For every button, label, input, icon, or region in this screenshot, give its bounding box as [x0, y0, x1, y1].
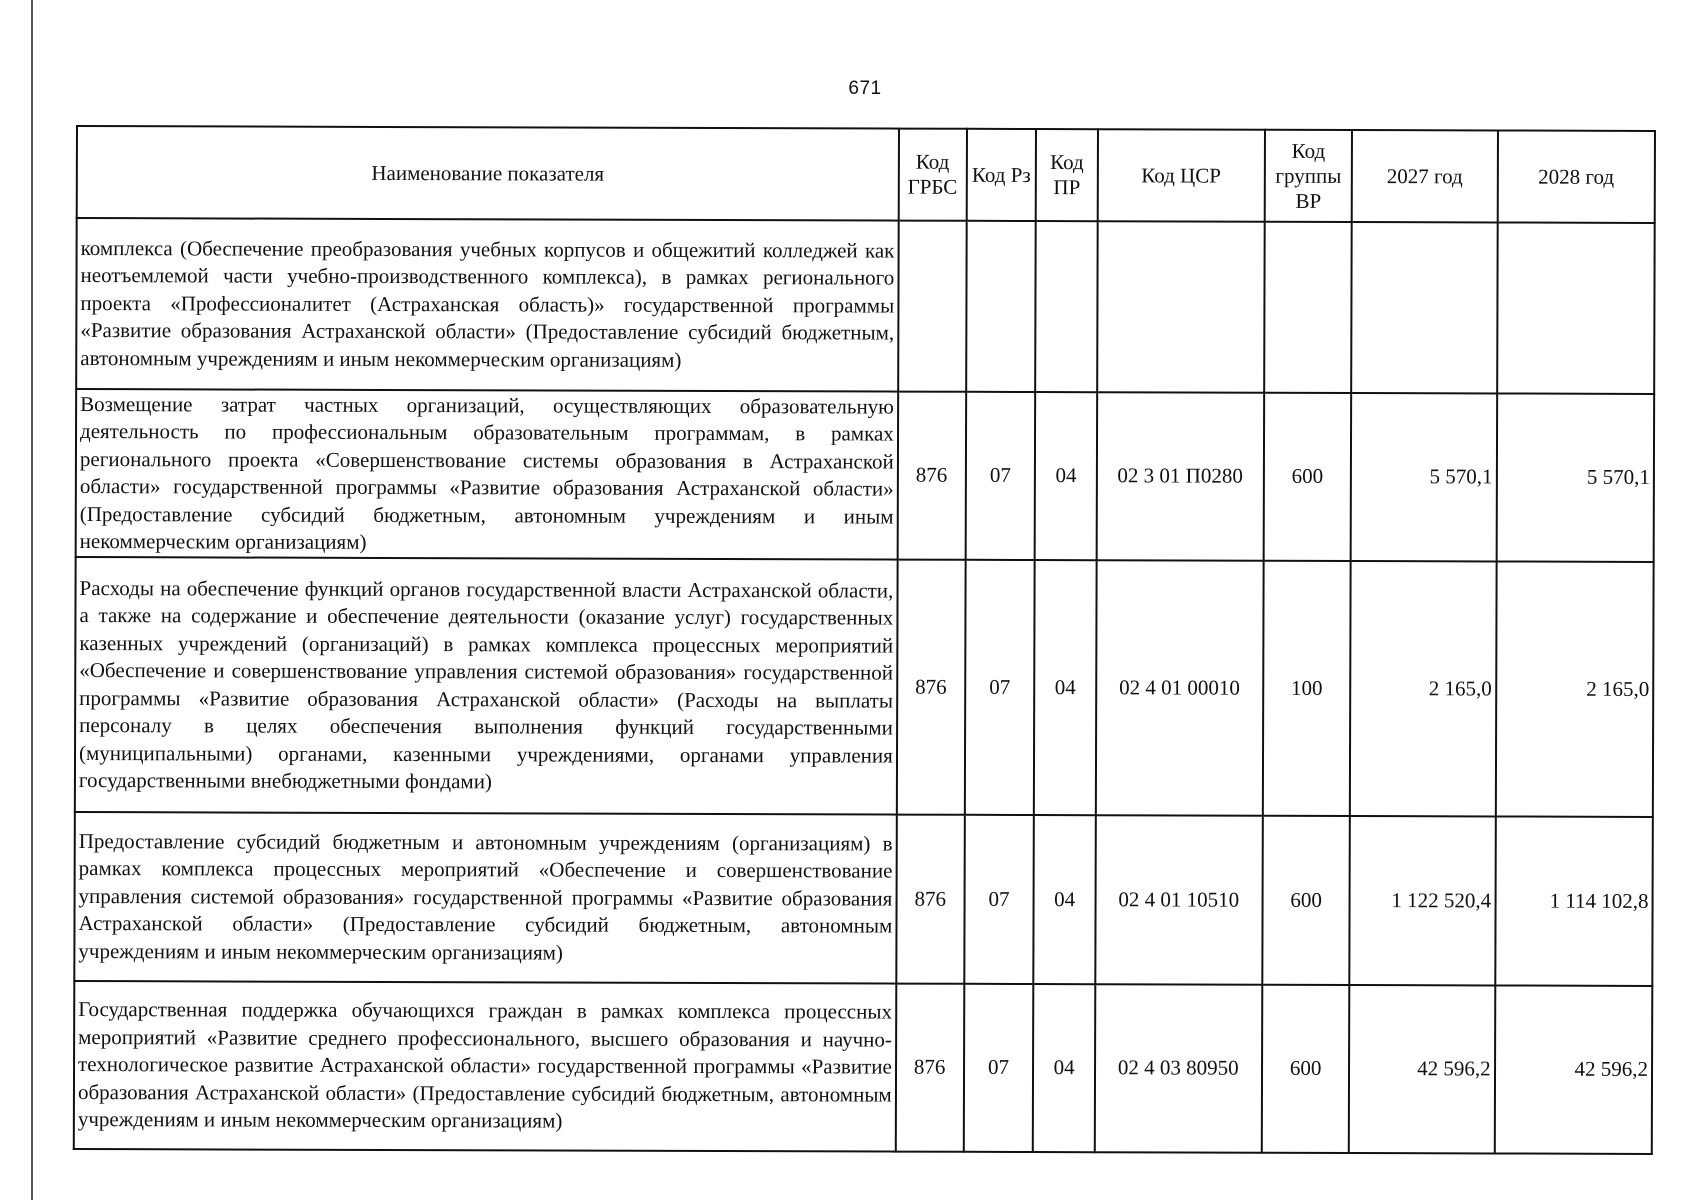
- header-vr: Код группы ВР: [1265, 130, 1353, 222]
- row-vr: [1264, 222, 1352, 393]
- row-grbs: 876: [897, 560, 966, 815]
- row-pr: [1036, 221, 1098, 392]
- header-2028: 2028 год: [1497, 130, 1655, 222]
- row-2027: 42 596,2: [1349, 985, 1495, 1153]
- row-2027: [1351, 222, 1497, 393]
- row-grbs: 876: [896, 984, 964, 1152]
- row-grbs: 876: [896, 815, 964, 984]
- row-name: Предоставление субсидий бюджетным и автономным учреждениям (организациям) в рамках комплекса процессных мероприятий «Обеспечение и совершенствование управления системой образования» государственной программы «Развитие образования Астраханской области» (Предоставление субсидий бюджетным, автономным учреждениям и иным некоммерческим организациям): [74, 812, 896, 984]
- row-2028: 5 570,1: [1496, 393, 1654, 561]
- table-row: [74, 812, 1653, 986]
- table-row: [76, 218, 1655, 394]
- row-pr: 04: [1034, 560, 1096, 815]
- row-vr: 600: [1263, 393, 1351, 561]
- row-name: Возмещение затрат частных организаций, осуществляющих образовательную деятельность по профессиональным образовательным программам, в рамках регионального проекта «Совершенствование системы образования в Астраханской области» государственной программы «Развитие образования Астраханской области» (Предоставление субсидий бюджетным, автономным учреждениям и иным некоммерческим организациям): [76, 389, 898, 560]
- row-csr: 02 4 01 10510: [1095, 815, 1263, 985]
- row-2028: 2 165,0: [1495, 561, 1653, 816]
- row-name: комплекса (Обеспечение преобразования учебных корпусов и общежитий колледжей как неотъемлемой части учебно-производственного комплекса), в рамках регионального проекта «Профессионалитет (Астраханская область)» государственной программы «Развитие образования Астраханской области» (Предоставление субсидий бюджетным, автономным учреждениям и иным некоммерческим организациям): [76, 218, 898, 392]
- row-2028: [1497, 222, 1655, 393]
- row-grbs: 876: [897, 392, 965, 560]
- row-csr: 02 4 01 00010: [1095, 560, 1263, 816]
- row-vr: 600: [1262, 985, 1350, 1153]
- row-rz: 07: [964, 560, 1035, 815]
- header-csr: Код ЦСР: [1097, 129, 1264, 222]
- row-2028: 1 114 102,8: [1495, 816, 1653, 985]
- row-rz: 07: [963, 984, 1033, 1152]
- table-row: [74, 981, 1653, 1154]
- row-rz: [966, 221, 1036, 392]
- row-vr: 100: [1263, 561, 1351, 816]
- row-pr: 04: [1035, 392, 1097, 560]
- row-name: Государственная поддержка обучающихся граждан в рамках комплекса процессных мероприятий «Развитие среднего профессионального, высшего образования и научно-технологическое развитие Астраханской области» государственной программы «Развитие образования Астраханской области» (Предоставление субсидий бюджетным, автономным учреждениям и иным некоммерческим организациям): [74, 981, 896, 1152]
- page-number: 671: [848, 78, 882, 99]
- header-name: Наименование показателя: [77, 126, 899, 221]
- budget-table: [73, 125, 1656, 1155]
- row-name: Расходы на обеспечение функций органов государственной власти Астраханской области, а также на содержание и обеспечение деятельности (оказание услуг) государственных казенных учреждений (организаций) в рамках комплекса процессных мероприятий «Обеспечение и совершенствование управления системой образования» государственной программы «Развитие образования Астраханской области» (Расходы на выплаты персоналу в целях обеспечения выполнения функций государственными (муниципальными) органами, казенными учреждениями, органами управления государственными внебюджетными фондами): [75, 557, 898, 815]
- row-vr: 600: [1262, 816, 1350, 985]
- row-pr: 04: [1034, 815, 1096, 984]
- row-csr: 02 3 01 П0280: [1096, 392, 1264, 561]
- table-row: [75, 557, 1654, 817]
- row-rz: 07: [964, 815, 1034, 984]
- header-pr: Код ПР: [1036, 129, 1097, 221]
- row-2028: 42 596,2: [1494, 985, 1652, 1153]
- row-grbs: [898, 221, 966, 392]
- row-csr: [1097, 221, 1265, 393]
- header-grbs: Код ГРБС: [898, 129, 966, 221]
- row-2027: 2 165,0: [1350, 561, 1496, 816]
- header-rz: Код Рз: [966, 129, 1036, 221]
- row-rz: 07: [965, 392, 1035, 560]
- scan-edge-line: [31, 0, 33, 1200]
- row-2027: 5 570,1: [1351, 393, 1497, 561]
- row-2027: 1 122 520,4: [1350, 816, 1496, 985]
- table-row: [76, 389, 1655, 562]
- table-header-row: [77, 126, 1655, 223]
- row-csr: 02 4 03 80950: [1094, 984, 1262, 1153]
- row-pr: 04: [1033, 984, 1095, 1152]
- header-2027: 2027 год: [1352, 130, 1498, 222]
